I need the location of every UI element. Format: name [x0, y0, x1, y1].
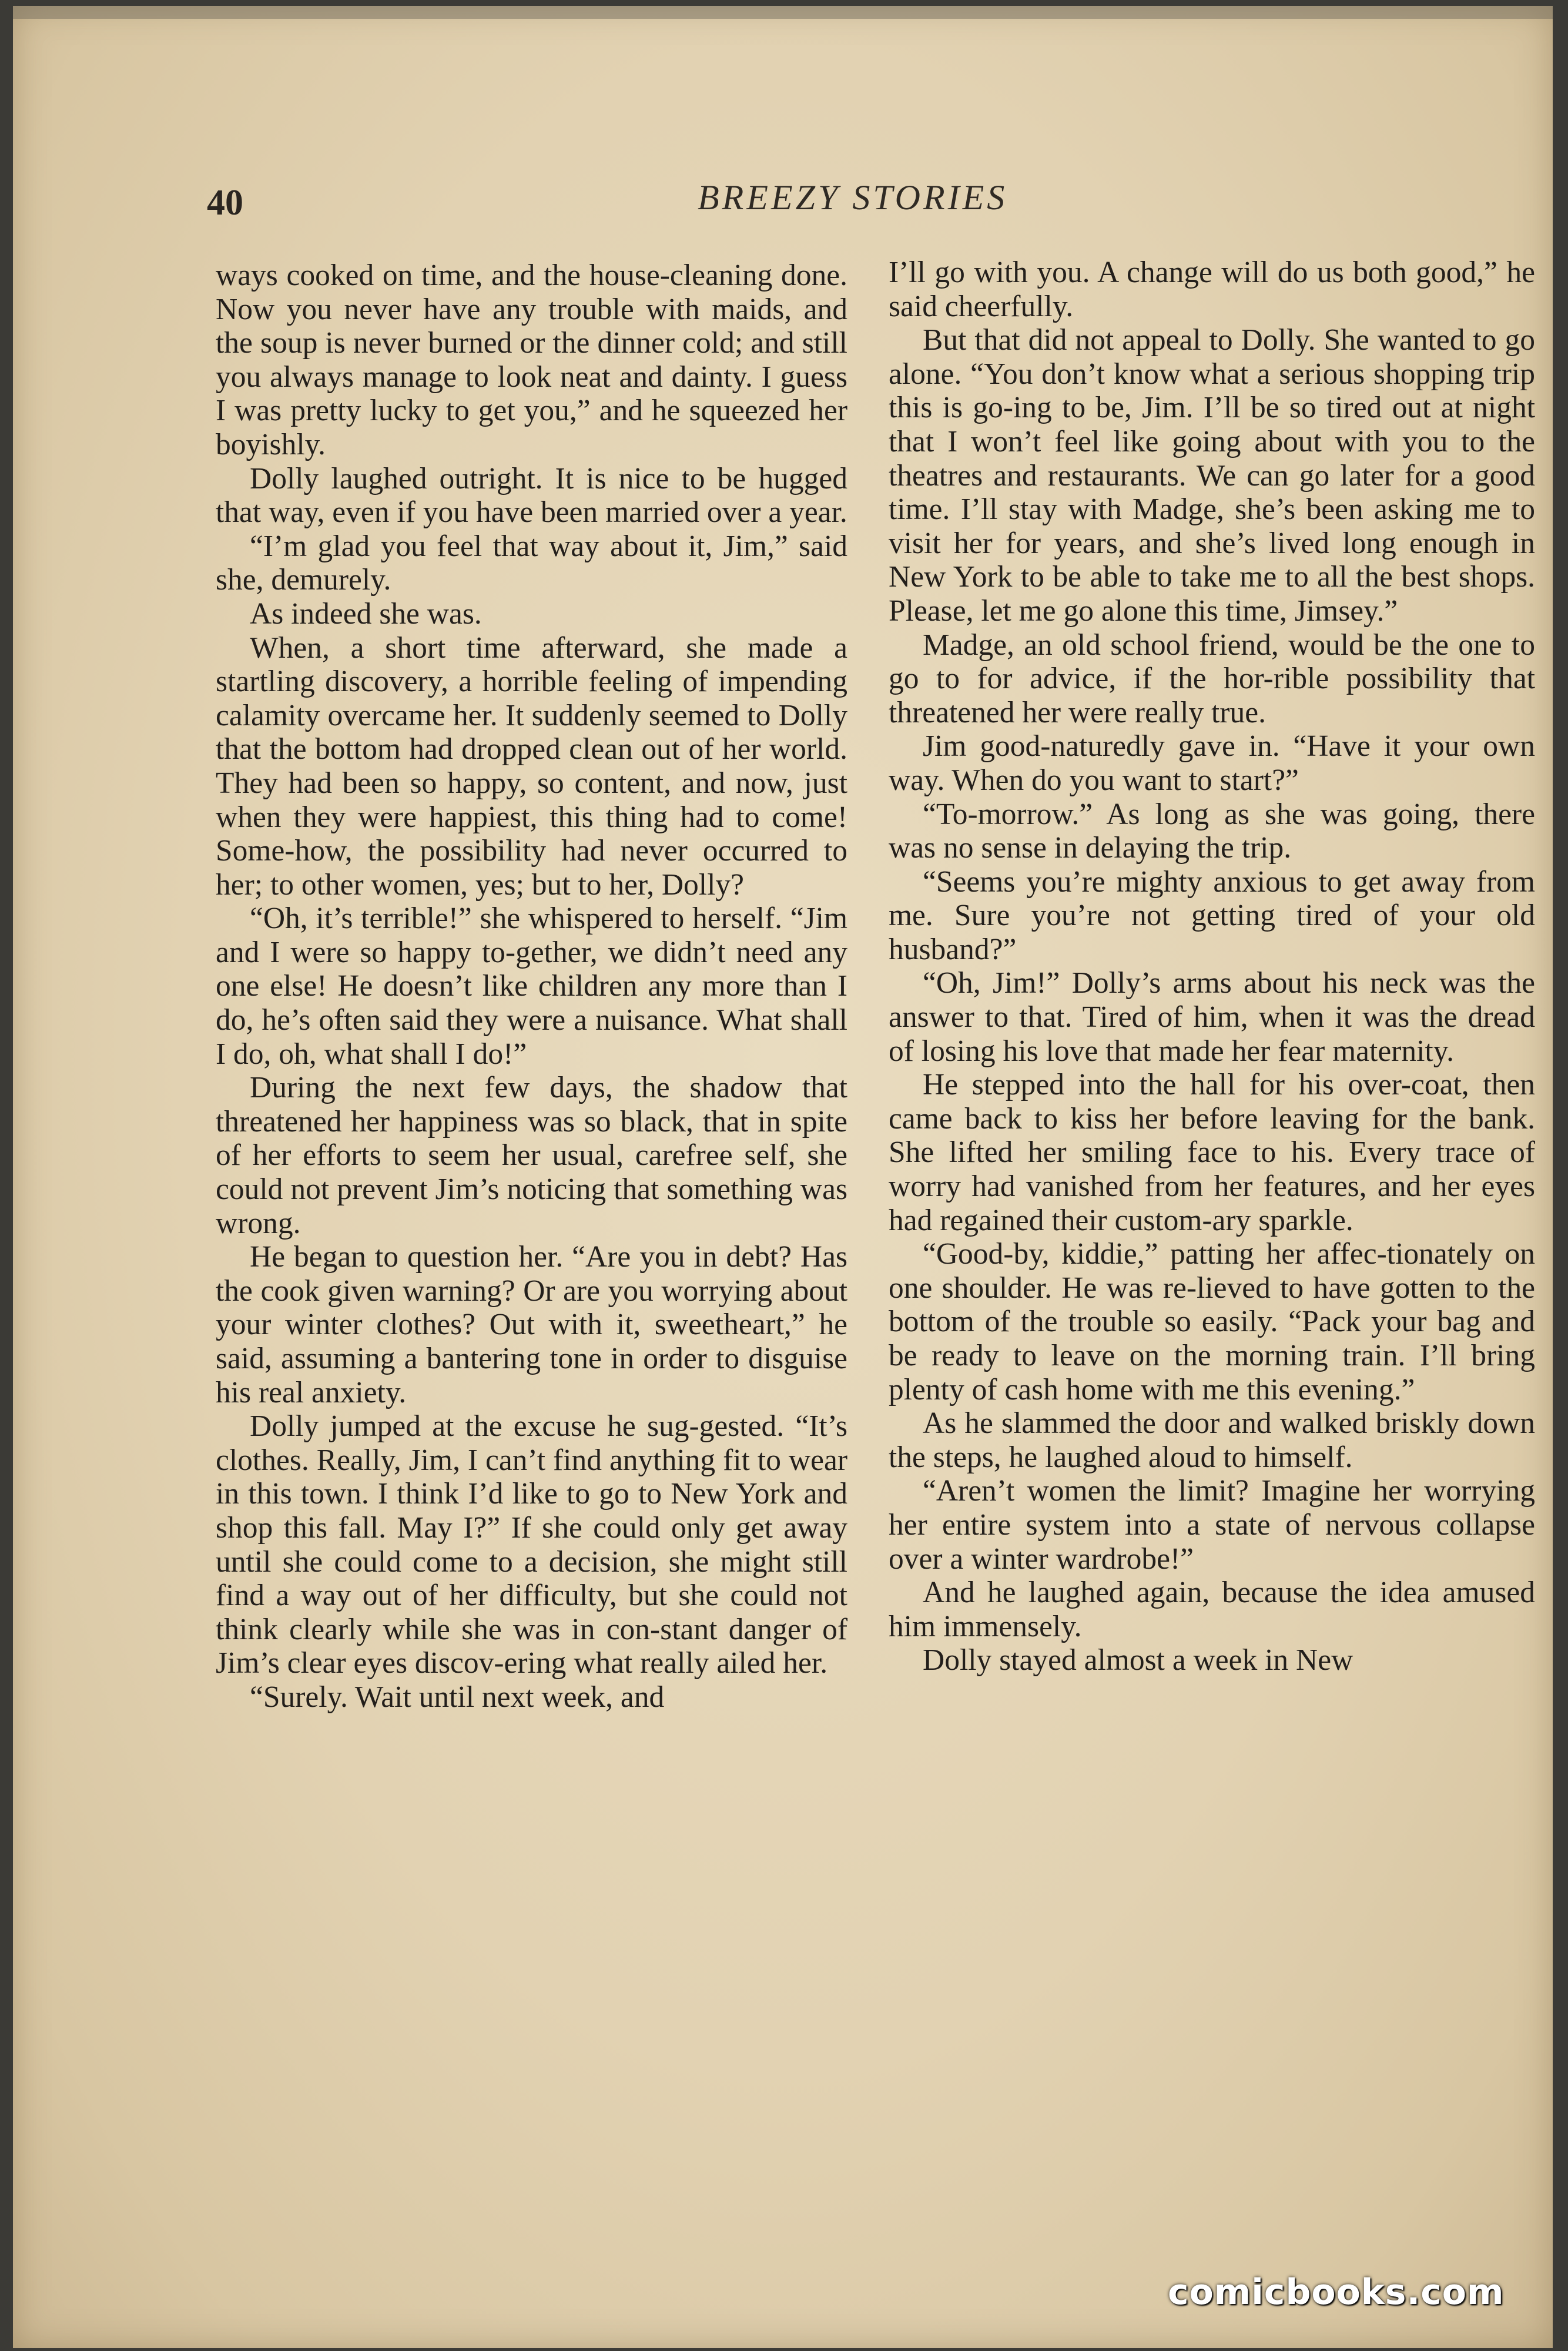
paragraph: During the next few days, the shadow that threatened her happiness was so black, that in spite of her efforts to seem her usual, carefree self, she could not prevent Jim’s noticing that something was wrong. [216, 1071, 847, 1240]
paragraph: As indeed she was. [250, 597, 482, 631]
watermark: comicbooks.com [1168, 2272, 1505, 2313]
paragraph: “Good-by, kiddie,” patting her affec-tionately on one shoulder. He was re-lieved to have gotten to the bottom of the trouble so easily. “Pack your bag and be ready to leave on the morning train. I’ll bring plenty of cash home with me this evening.” [889, 1237, 1535, 1406]
paragraph: “Seems you’re mighty anxious to get away from me. Sure you’re not getting tired of your old husband?” [889, 865, 1535, 966]
paragraph: He began to question her. “Are you in debt? Has the cook given warning? Or are you worrying about your winter clothes? Out with it, sweetheart,” he said, assuming a bantering tone in order to disguise his real anxiety. [216, 1240, 847, 1409]
paragraph: ways cooked on time, and the house-cleaning done. Now you never have any trouble with maids, and the soup is never burned or the dinner cold; and still you always manage to look neat and dainty. I guess I was pretty lucky to get you,” and he squeezed her boyishly. [216, 259, 847, 461]
paragraph: But that did not appeal to Dolly. She wanted to go alone. “You don’t know what a serious shopping trip this is go-ing to be, Jim. I’ll be so tired out at night that I won’t feel like going about with you to the theatres and restaurants. We can go later for a good time. I’ll stay with Madge, she’s been asking me to visit her for years, and she’s lived long enough in New York to be able to take me to all the best shops. Please, let me go alone this time, Jimsey.” [889, 323, 1535, 628]
paragraph: Dolly jumped at the excuse he sug-gested. “It’s clothes. Really, Jim, I can’t find anything fit to wear in this town. I think I’d like to go to New York and shop this fall. May I?” If she could only get away until she could come to a decision, she might still find a way out of her difficulty, but she could not think clearly while she was in con-stant danger of Jim’s clear eyes discov-ering what really ailed her. [216, 1409, 847, 1680]
paragraph: “Surely. Wait until next week, and [250, 1680, 665, 1714]
paragraph: Madge, an old school friend, would be the one to go to for advice, if the hor-rible possibility that threatened her were really true. [889, 628, 1535, 729]
paragraph: And he laughed again, because the idea amused him immensely. [889, 1576, 1535, 1643]
paragraph: “I’m glad you feel that way about it, Jim,” said she, demurely. [216, 529, 847, 597]
running-head: BREEZY STORIES [698, 178, 1008, 217]
paragraph: When, a short time afterward, she made a startling discovery, a horrible feeling of impending calamity overcame her. It suddenly seemed to Dolly that the bottom had dropped clean out of her world. They had been so happy, so content, and now, just when they were happiest, this thing had to come! Some-how, the possibility had never occurred to her; to other women, yes; but to her, Dolly? [216, 631, 847, 902]
left-column [216, 259, 847, 1714]
book-page [13, 6, 1553, 2348]
paragraph: Dolly stayed almost a week in New [923, 1643, 1353, 1677]
paragraph: I’ll go with you. A change will do us both good,” he said cheerfully. [889, 256, 1535, 323]
page-number: 40 [207, 183, 243, 223]
paragraph: As he slammed the door and walked briskly down the steps, he laughed aloud to himself. [889, 1406, 1535, 1474]
paragraph: Dolly laughed outright. It is nice to be hugged that way, even if you have been married over a year. [216, 461, 847, 530]
paragraph: He stepped into the hall for his over-coat, then came back to kiss her before leaving for the bank. She lifted her smiling face to his. Every trace of worry had vanished from her features, and her eyes had regained their custom-ary sparkle. [889, 1068, 1535, 1237]
right-column [889, 256, 1535, 1677]
paragraph: “To-morrow.” As long as she was going, there was no sense in delaying the trip. [889, 797, 1535, 865]
paragraph: Jim good-naturedly gave in. “Have it your own way. When do you want to start?” [889, 729, 1535, 797]
paragraph: “Oh, it’s terrible!” she whispered to herself. “Jim and I were so happy to-gether, we didn’t need any one else! He doesn’t like children any more than I do, he’s often said they were a nuisance. What shall I do, oh, what shall I do!” [216, 902, 847, 1071]
paragraph: “Aren’t women the limit? Imagine her worrying her entire system into a state of nervous collapse over a winter wardrobe!” [889, 1474, 1535, 1576]
paragraph: “Oh, Jim!” Dolly’s arms about his neck was the answer to that. Tired of him, when it was the dread of losing his love that made her fear maternity. [889, 966, 1535, 1068]
